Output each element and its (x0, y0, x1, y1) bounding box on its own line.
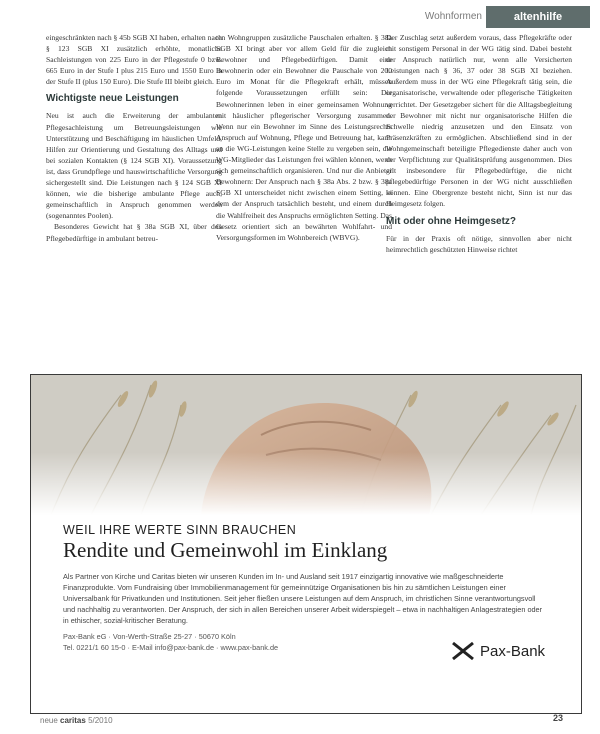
article-column-2 (216, 32, 392, 243)
section-tab: altenhilfe (486, 6, 590, 28)
ad-headline: Rendite und Gemeinwohl im Einklang (63, 538, 388, 562)
section-heading: Wichtigste neue Leistungen (46, 93, 179, 105)
paragraph: Neu ist auch die Erweiterung der ambulanten Pflegesachleistung um Betreuungsleistungen wie Unterstützung und Beschäftigung im häuslichen Umfeld, Hilfen zur Orientierung und Gestaltung des Alltags und bei sozialen Kontakten (§ 124 SGB XI). Voraussetzung ist, dass Grundpflege und hauswirtschaftliche Versorgung sichergestellt sind. Die Leistungen nach § 124 SGB XI können, wie die bisherige ambulante Pflege auch, gemeinschaftlich in Anspruch genommen werden (sogenanntes Poolen). (46, 111, 222, 221)
paragraph: Besonderes Gewicht hat § 38a SGB XI, über den Pflegebedürftige in ambulant betreu- (46, 222, 222, 243)
ad-contact-address: Pax-Bank eG · Von-Werth-Straße 25-27 · 50670 Köln (63, 632, 236, 641)
ad-eyebrow: WEIL IHRE WERTE SINN BRAUCHEN (63, 523, 297, 537)
journal-issue: 5/2010 (88, 716, 113, 725)
page-number: 23 (553, 713, 564, 723)
ad-contact (63, 631, 383, 653)
ad-photo-hands-wheat (31, 375, 581, 515)
article-column-3 (386, 32, 572, 255)
section-label: Wohnformen (424, 11, 482, 22)
photo-illustration (31, 375, 581, 515)
journal-prefix: neue (40, 716, 61, 725)
paragraph: eingeschränkten nach § 45b SGB XI haben, erhalten nach § 123 SGB XI zusätzlich erhöhte, monatliche Sachleistungen von 225 Euro in der Pflegestufe 0 bzw. 665 Euro in der Stufe I plus 215 Euro und 1550 Euro in der Stufe II (plus 150 Euro). Die Stufe III bleibt gleich. (46, 33, 222, 87)
paragraph: Für in der Praxis oft nötige, sinnvollen aber nicht heimrechtlich geschützten Hinweise richtet (386, 233, 572, 254)
pax-bank-advertisement (30, 374, 582, 714)
logo-text: Pax-Bank (480, 642, 546, 660)
pax-bank-cross-icon (451, 641, 475, 661)
article-column-1 (46, 32, 222, 244)
section-heading: Mit oder ohne Heimgesetz? (386, 215, 517, 227)
ad-contact-phone-web: Tel. 0221/1 60 15-0 · E-Mail info@pax-bank.de · www.pax-bank.de (63, 643, 279, 652)
pax-bank-logo (451, 641, 545, 661)
footer-journal (40, 716, 113, 725)
ad-body-text: Als Partner von Kirche und Caritas bieten wir unseren Kunden im In- und Ausland seit 1917 einzigartig innovative wie maßgeschneiderte Finanzprodukte. Vom Fundraising über Immobilienmanagement für gemeinnützige Organisationen bis hin zu sämtlichen Leistungen einer Universalbank für Privatkunden und Institutionen. Seit jeher fließen unsere Leistungen auf dem Anspruch, im christlichen Sinne verantwortungsvoll und nachhaltig zu verantworten. Der Anspruch, der sich in allen Bereichen unserer Arbeit widerspiegelt – etwa in nachhaltigen Anlagestrategien oder in ethischer, sozial-kritischer Beratung. (63, 572, 543, 625)
paragraph: Der Zuschlag setzt außerdem voraus, dass Pflegekräfte oder mit sonstigem Personal in der WG tätig sind. Dabei besteht der Anspruch natürlich nur, wenn alle Versicherten Leistungen nach § 36, 37 oder 38 SGB XI beziehen. Außerdem muss in der WG eine Pflegekraft tätig sein, die organisatorische, verwaltende oder pflegerische Tätigkeiten verrichtet. Der Gesetzgeber sichert für die Alltagsbegleitung der Bewohner mit nicht nur organisatorische Hilfen die Schwelle niedrig anzusetzen und den Einsatz von Präsenzkräften zu ermöglichen. Abschließend sind in der Wohngemeinschaft beteiligte Pflegedienste daher auch von der Verpflichtung zur Qualitätsprüfung ausgenommen. Dies gilt insbesondere für Pflegebedürftige, die nicht pflegebedürftige Personen in der WG nicht ausschließen können. Eine Obergrenze besteht nicht, Sinn ist nur das Heimgesetz folgen. (386, 33, 572, 209)
paragraph: ten Wohngruppen zusätzliche Pauschalen erhalten. § 38a SGB XI bringt aber vor allem Geld für die zugleich Bewohner und Pflegebedürftigen. Damit eine Bewohnerin oder ein Bewohner die Pauschale von 200 Euro im Monat für die Pflegekraft erhält, müssen folgende Voraussetzungen erfüllt sein: Die Bewohnerinnen leben in einer gemeinsamen Wohnung mit häuslicher pflegerischer Versorgung zusammen. Wenn nur ein Bewohner im Sinne des Leistungsrechts Anspruch auf Wohnung, Pflege und Betreuung hat, kann an die WG-Leistungen keine Stelle zu vergeben sein, die WG-Mitglieder das Leistungen frei wählen können, wenn sich gemeinschaftlich organisieren. Und nur die Anbieter Bewohnern: Der Anspruch nach § 38a Abs. 2 bzw. § 38a SGB XI unterscheidet nicht zwischen einem Setting, in dem der Anspruch tatsächlich besteht, und einem durch die Wahlfreiheit des Anspruchs ermöglichten Setting. Das Gesetz orientiert sich an bewährten Wohlfahrt- und Versorgungsformen im Wohnbereich (WBVG). (216, 33, 392, 242)
journal-name: caritas (60, 716, 86, 725)
